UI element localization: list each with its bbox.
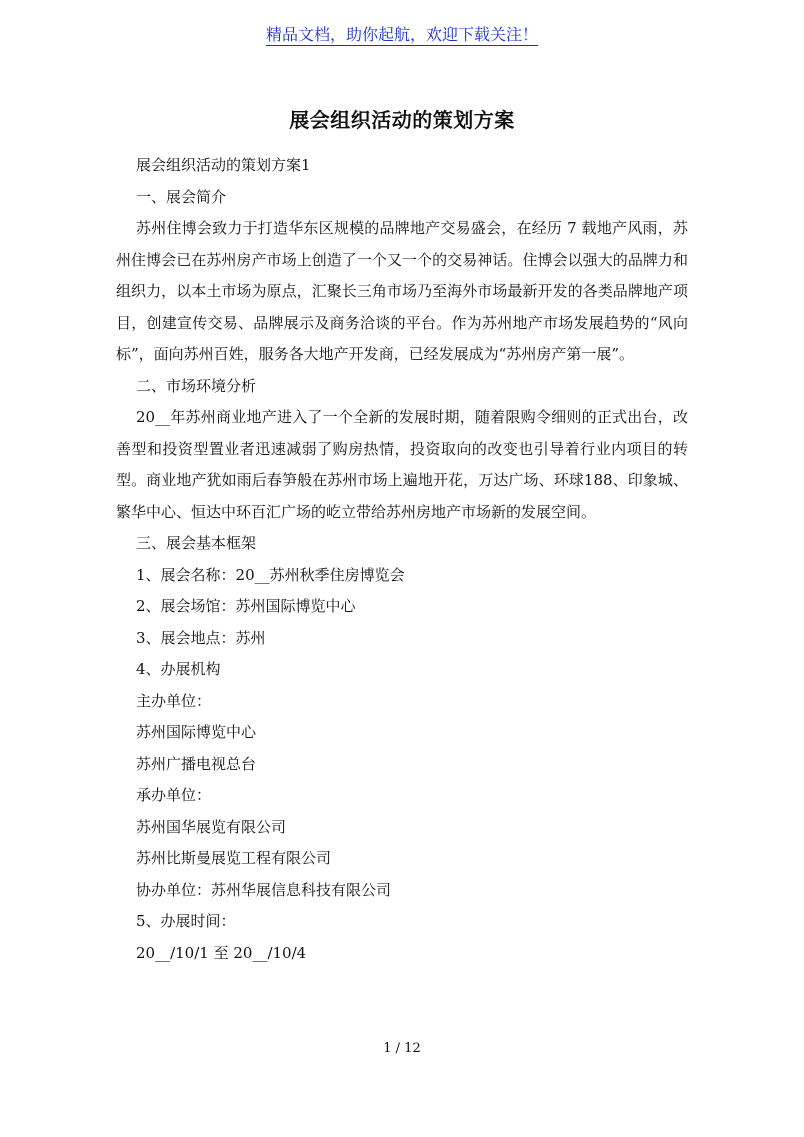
host-2: 苏州广播电视总台 xyxy=(136,754,257,773)
page-indicator: 1 / 12 xyxy=(383,1041,421,1056)
section-3-heading: 三、展会基本框架 xyxy=(136,534,257,552)
document-subtitle: 展会组织活动的策划方案1 xyxy=(136,156,311,174)
co-organizer: 协办单位：苏州华展信息科技有限公司 xyxy=(136,880,392,899)
document-body xyxy=(116,150,688,969)
download-banner-text[interactable]: 精品文档，助你起航，欢迎下载关注！ xyxy=(265,25,538,44)
download-banner-link[interactable] xyxy=(0,22,804,45)
host-1: 苏州国际博览中心 xyxy=(136,723,257,741)
organizer-2: 苏州比斯曼展览工程有限公司 xyxy=(136,849,332,867)
section-1-heading: 一、展会简介 xyxy=(136,187,227,206)
item-dates-label: 5、办展时间： xyxy=(136,912,236,930)
item-exhibition-name: 1、展会名称：20__苏州秋季住房博览会 xyxy=(136,565,405,584)
document-title: 展会组织活动的策划方案 xyxy=(289,108,515,132)
section-2-paragraph: 20__年苏州商业地产进入了一个全新的发展时期，随着限购令细则的正式出台，改善型和投资型置业者迅速减弱了购房热情，投资取向的改变也引导着行业内项目的转型。商业地产犹如雨后春笋般在苏州市场上遍地开花，万达广场、环球188、印象城、繁华中心、恒达中环百汇广场的屹立带给苏州房地产市场新的发展空间。 xyxy=(116,408,688,521)
section-1-paragraph: 苏州住博会致力于打造华东区规模的品牌地产交易盛会，在经历 7 载地产风雨，苏州住博会已在苏州房产市场上创造了一个又一个的交易神话。住博会以强大的品牌力和组织力，以本土市场为原点，汇聚长三角市场乃至海外市场最新开发的各类品牌地产项目，创建宣传交易、品牌展示及商务洽谈的平台。作为苏州地产市场发展趋势的“风向标”，面向苏州百姓，服务各大地产开发商，已经发展成为“苏州房产第一展”。 xyxy=(116,219,688,363)
organizer-1: 苏州国华展览有限公司 xyxy=(136,817,287,836)
section-2-heading: 二、市场环境分析 xyxy=(136,376,257,395)
exhibition-dates: 20__/10/1 至 20__/10/4 xyxy=(136,943,307,962)
item-organizers: 4、办展机构 xyxy=(136,660,221,678)
host-label: 主办单位： xyxy=(136,691,212,710)
item-venue: 2、展会场馆：苏州国际博览中心 xyxy=(136,597,356,615)
item-location: 3、展会地点：苏州 xyxy=(136,628,266,647)
organizer-label: 承办单位： xyxy=(136,786,212,804)
